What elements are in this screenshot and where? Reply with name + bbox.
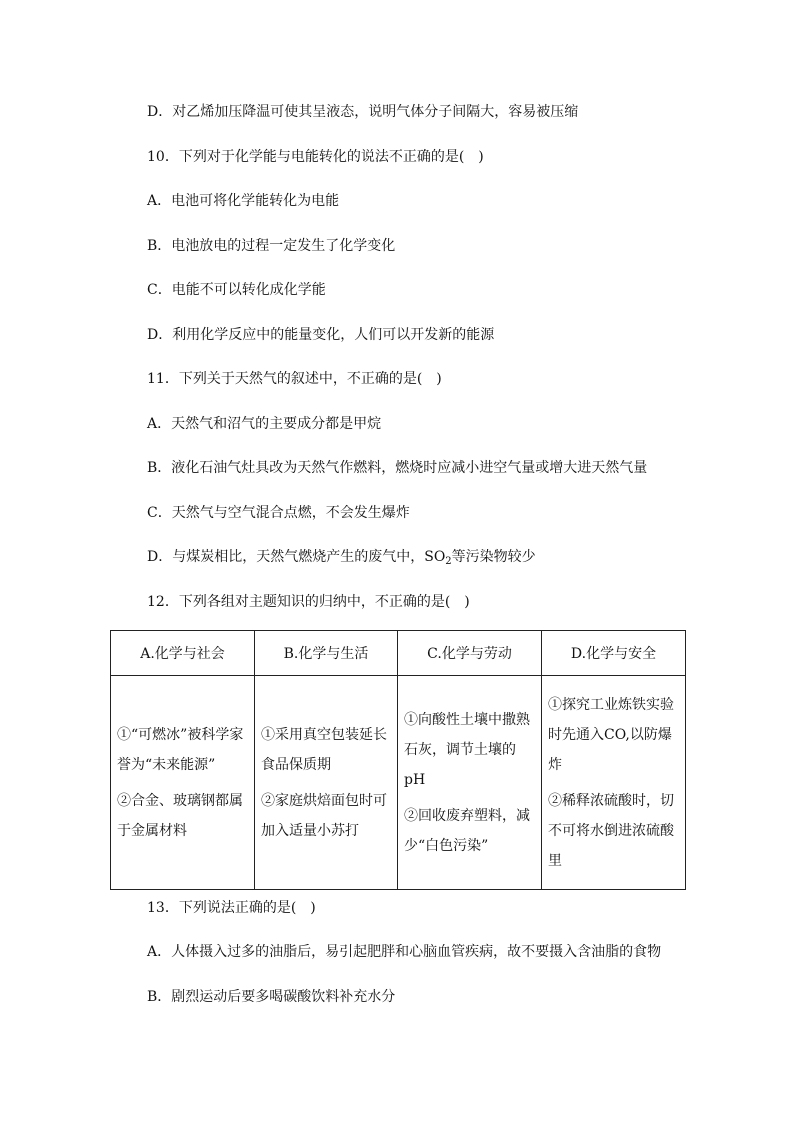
option-13a: A．人体摄入过多的油脂后，易引起肥胖和心脑血管疾病，故不要摄入含油脂的食物 (147, 944, 662, 960)
table-cell-c (398, 676, 542, 890)
option-11a: A．天然气和沼气的主要成分都是甲烷 (147, 416, 382, 432)
table-cell-item: ①探究工业炼铁实验时先通入CO,以防爆炸 (548, 696, 674, 773)
table-cell-item: ②合金、玻璃钢都属于金属材料 (117, 792, 243, 839)
table-cell-item: ①采用真空包装延长食品保质期 (261, 726, 387, 773)
option-10b: B．电池放电的过程一定发生了化学变化 (147, 238, 396, 254)
table-cell-item: ①“可燃冰”被科学家誉为“未来能源” (117, 726, 244, 773)
option-11c: C．天然气与空气混合点燃，不会发生爆炸 (147, 505, 410, 521)
table-cell-b (255, 676, 398, 890)
question-12: 12．下列各组对主题知识的归纳中，不正确的是( ) (147, 594, 470, 610)
option-11d-text: D．与煤炭相比，天然气燃烧产生的废气中，SO (147, 549, 446, 565)
question-11: 11．下列关于天然气的叙述中，不正确的是( ) (147, 371, 442, 387)
option-10c: C．电能不可以转化成化学能 (147, 282, 326, 298)
table-cell-item: ②回收废弃塑料，减少“白色污染” (404, 807, 530, 854)
table-cell-item: ①向酸性土壤中撒熟石灰，调节土壤的pH (404, 711, 530, 788)
option-10d: D．利用化学反应中的能量变化，人们可以开发新的能源 (147, 327, 495, 343)
table-header-row (111, 631, 686, 676)
table-cell-item: ②家庭烘焙面包时可加入适量小苏打 (261, 792, 387, 839)
question-13: 13．下列说法正确的是( ) (147, 900, 316, 916)
table-header: C.化学与劳动 (398, 631, 542, 676)
option-11d (147, 547, 536, 567)
table-row (111, 676, 686, 890)
knowledge-table (110, 630, 686, 890)
option-11d-text-end: 等污染物较少 (451, 549, 536, 565)
question-10: 10．下列对于化学能与电能转化的说法不正确的是( ) (147, 149, 484, 165)
table-header: B.化学与生活 (255, 631, 398, 676)
table-header: A.化学与社会 (111, 631, 255, 676)
table-cell-d (542, 676, 686, 890)
option-10a: A．电池可将化学能转化为电能 (147, 193, 340, 209)
option-11b: B．液化石油气灶具改为天然气作燃料，燃烧时应减小进空气量或增大进天然气量 (147, 460, 648, 476)
option-9d: D．对乙烯加压降温可使其呈液态，说明气体分子间隔大，容易被压缩 (147, 104, 579, 120)
table-cell-a (111, 676, 255, 890)
so2-subscript: 2 (445, 556, 452, 567)
table-cell-item: ②稀释浓硫酸时，切不可将水倒进浓硫酸里 (548, 792, 674, 869)
option-13b: B．剧烈运动后要多喝碳酸饮料补充水分 (147, 989, 396, 1005)
table-header: D.化学与安全 (542, 631, 686, 676)
